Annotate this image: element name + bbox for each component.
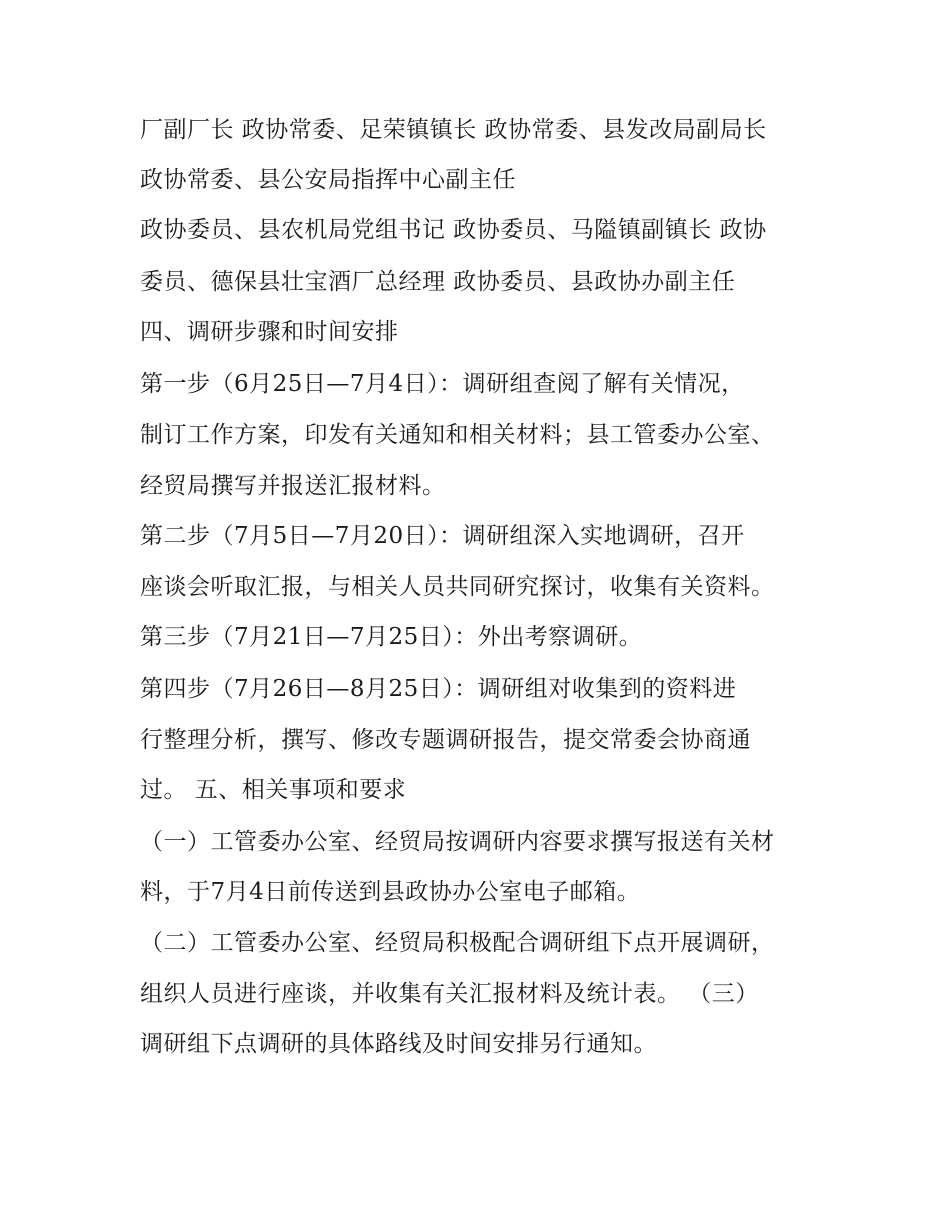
text-line: 第一步（6月25日—7月4日）：调研组查阅了解有关情况， bbox=[140, 371, 745, 397]
text-line: 政协常委、县公安局指挥中心副主任 bbox=[140, 167, 516, 193]
text-line: 第三步（7月21日—7月25日）：外出考察调研。 bbox=[140, 624, 643, 650]
text-line: 制订工作方案，印发有关通知和相关材料；县工管委办公室、 bbox=[140, 422, 775, 448]
text-line: 料，于7月4日前传送到县政协办公室电子邮箱。 bbox=[140, 879, 641, 905]
text-line: 委员、德保县壮宝酒厂总经理 政协委员、县政协办副主任 bbox=[140, 269, 736, 295]
text-line: 调研组下点调研的具体路线及时间安排另行通知。 bbox=[140, 1031, 657, 1057]
text-line: 组织人员进行座谈，并收集有关汇报材料及统计表。 （三） bbox=[140, 981, 759, 1007]
text-line: （一）工管委办公室、经贸局按调研内容要求撰写报送有关材 bbox=[140, 829, 775, 855]
text-line: 过。 五、相关事项和要求 bbox=[140, 777, 407, 803]
text-line: 座谈会听取汇报，与相关人员共同研究探讨，收集有关资料。 bbox=[140, 574, 775, 600]
section-heading: 四、调研步骤和时间安排 bbox=[140, 319, 399, 345]
text-line: 厂副厂长 政协常委、足荣镇镇长 政协常委、县发改局副局长 bbox=[140, 117, 767, 143]
text-line: 经贸局撰写并报送汇报材料。 bbox=[140, 473, 446, 499]
text-line: （二）工管委办公室、经贸局积极配合调研组下点开展调研， bbox=[140, 930, 775, 956]
text-line: 第二步（7月5日—7月20日）：调研组深入实地调研，召开 bbox=[140, 523, 745, 549]
text-line: 政协委员、县农机局党组书记 政协委员、马隘镇副镇长 政协 bbox=[140, 217, 767, 243]
text-line: 行整理分析，撰写、修改专题调研报告，提交常委会协商通 bbox=[140, 727, 751, 753]
text-line: 第四步（7月26日—8月25日）：调研组对收集到的资料进 bbox=[140, 676, 737, 702]
